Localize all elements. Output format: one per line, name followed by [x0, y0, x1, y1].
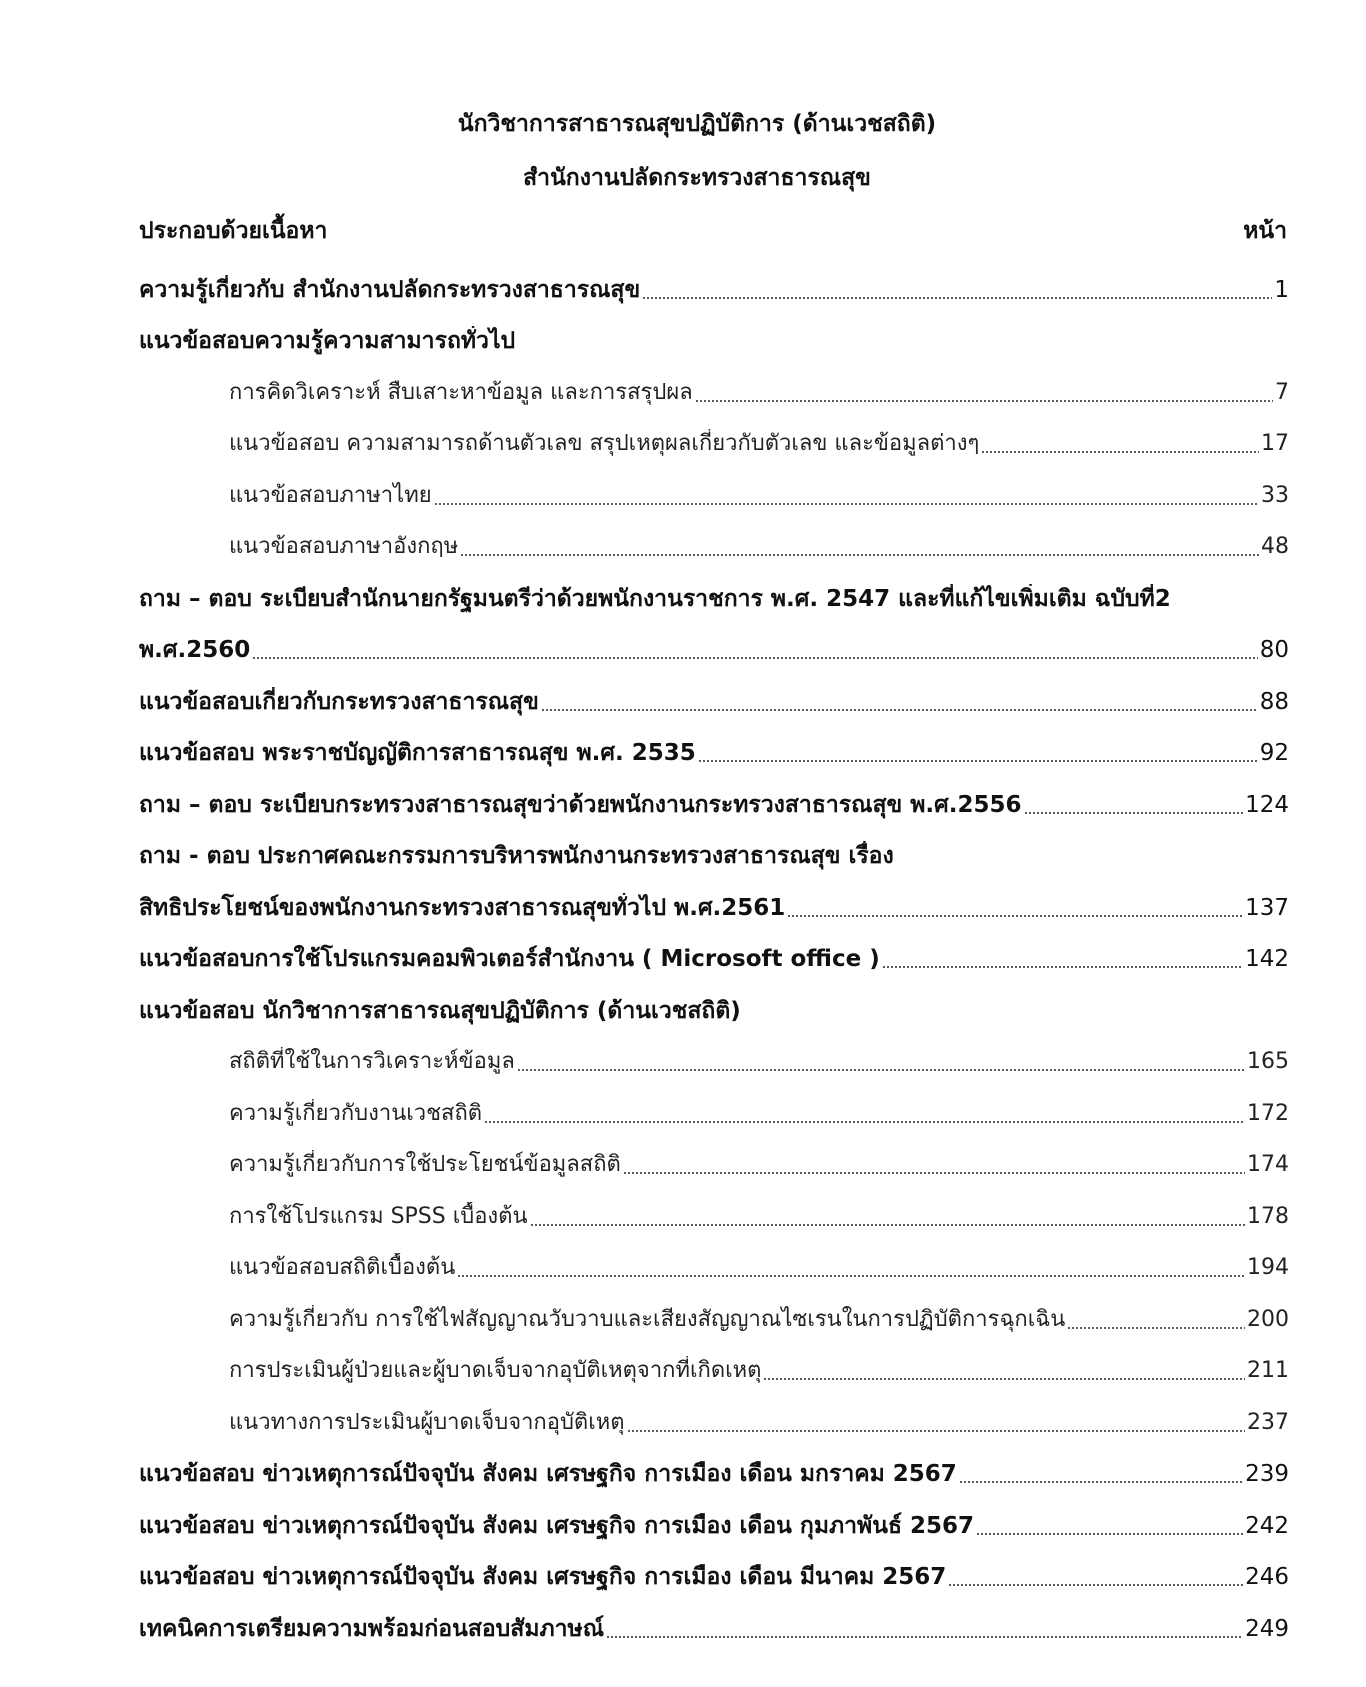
toc-entry	[139, 367, 1289, 419]
table-of-contents	[139, 264, 1289, 1655]
toc-entry-page-number: 172	[1247, 1100, 1289, 1126]
dot-leader	[627, 1430, 1245, 1432]
dot-leader	[434, 503, 1259, 505]
toc-entry-label: การประเมินผู้ป่วยและผู้บาดเจ็บจากอุบัติเหตุจากที่เกิดเหตุ	[229, 1358, 762, 1384]
toc-entry	[139, 1603, 1289, 1655]
dot-leader	[763, 1378, 1245, 1380]
toc-entry-page-number: 137	[1245, 894, 1289, 921]
toc-entry-page-number: 200	[1247, 1306, 1289, 1332]
toc-entry	[139, 1140, 1289, 1192]
toc-entry-page-number: 7	[1275, 379, 1289, 405]
dot-leader	[695, 400, 1273, 402]
toc-entry	[139, 1449, 1289, 1501]
dot-leader	[457, 1275, 1245, 1277]
dot-leader	[981, 451, 1259, 453]
dot-leader	[642, 297, 1272, 299]
toc-entry	[139, 625, 1289, 677]
toc-entry	[139, 985, 1289, 1037]
dot-leader	[517, 1069, 1245, 1071]
toc-entry-label: แนวทางการประเมินผู้บาดเจ็บจากอุบัติเหตุ	[229, 1409, 625, 1435]
toc-entry	[139, 1500, 1289, 1552]
toc-entry	[139, 1552, 1289, 1604]
toc-entry	[139, 1088, 1289, 1140]
toc-entry	[139, 1294, 1289, 1346]
toc-entry-page-number: 142	[1245, 946, 1289, 973]
toc-entry-label: แนวข้อสอบ ความสามารถด้านตัวเลข สรุปเหตุผลเกี่ยวกับตัวเลข และข้อมูลต่างๆ	[229, 431, 980, 457]
toc-entry	[139, 676, 1289, 728]
toc-entry	[139, 573, 1289, 625]
toc-entry-page-number: 239	[1245, 1461, 1289, 1488]
toc-entry	[139, 934, 1289, 986]
toc-entry-label: สถิติที่ใช้ในการวิเคราะห์ข้อมูล	[229, 1049, 515, 1075]
toc-entry-label: ความรู้เกี่ยวกับการใช้ประโยชน์ข้อมูลสถิติ	[229, 1152, 621, 1178]
toc-entry	[139, 522, 1289, 574]
dot-leader	[948, 1584, 1243, 1586]
toc-entry	[139, 470, 1289, 522]
dot-leader	[530, 1224, 1246, 1226]
dot-leader	[787, 915, 1243, 917]
toc-entry-page-number: 92	[1259, 740, 1289, 767]
dot-leader	[541, 709, 1258, 711]
dot-leader	[1067, 1327, 1245, 1329]
toc-entry	[139, 779, 1289, 831]
toc-entry-label: ถาม – ตอบ ระเบียบกระทรวงสาธารณสุขว่าด้วยพนักงานกระทรวงสาธารณสุข พ.ศ.2556	[139, 791, 1022, 818]
toc-entry	[139, 728, 1289, 780]
toc-entry-label: แนวข้อสอบ พระราชบัญญัติการสาธารณสุข พ.ศ. 2535	[139, 740, 696, 767]
toc-entry	[139, 1037, 1289, 1089]
dot-leader	[959, 1481, 1243, 1483]
toc-entry-page-number: 88	[1259, 688, 1289, 715]
toc-entry-label: ถาม - ตอบ ประกาศคณะกรรมการบริหารพนักงานกระทรวงสาธารณสุข เรื่อง	[139, 843, 894, 870]
dot-leader	[623, 1172, 1245, 1174]
toc-entry	[139, 1346, 1289, 1398]
toc-entry-page-number: 124	[1245, 791, 1289, 818]
toc-entry	[139, 316, 1289, 368]
toc-entry-page-number: 165	[1247, 1049, 1289, 1075]
toc-entry	[139, 882, 1289, 934]
toc-entry-label: แนวข้อสอบเกี่ยวกับกระทรวงสาธารณสุข	[139, 688, 539, 715]
toc-entry	[139, 1397, 1289, 1449]
toc-entry-page-number: 48	[1261, 534, 1289, 560]
toc-entry-label: พ.ศ.2560	[139, 637, 251, 664]
toc-entry-label: เทคนิคการเตรียมความพร้อมก่อนสอบสัมภาษณ์	[139, 1615, 605, 1642]
toc-entry-label: แนวข้อสอบภาษาอังกฤษ	[229, 534, 459, 560]
toc-entry	[139, 419, 1289, 471]
toc-entry-page-number: 237	[1247, 1409, 1289, 1435]
toc-entry-label: สิทธิประโยชน์ของพนักงานกระทรวงสาธารณสุขทั่วไป พ.ศ.2561	[139, 894, 786, 921]
toc-entry-label: ความรู้เกี่ยวกับงานเวชสถิติ	[229, 1100, 483, 1126]
toc-entry-label: แนวข้อสอบภาษาไทย	[229, 482, 432, 508]
toc-entry-label: แนวข้อสอบสถิติเบื้องต้น	[229, 1255, 456, 1281]
document-title: นักวิชาการสาธารณสุขปฏิบัติการ (ด้านเวชสถิติ)	[457, 111, 937, 137]
toc-entry-label: แนวข้อสอบความรู้ความสามารถทั่วไป	[139, 328, 516, 355]
toc-entry-label: การใช้โปรแกรม SPSS เบื้องต้น	[229, 1203, 528, 1229]
toc-entry-page-number: 17	[1261, 431, 1289, 457]
toc-header	[139, 214, 1287, 248]
toc-entry-page-number: 174	[1247, 1152, 1289, 1178]
toc-entry	[139, 1243, 1289, 1295]
dot-leader	[252, 657, 1257, 659]
toc-entry-page-number: 194	[1247, 1255, 1289, 1281]
toc-entry-page-number: 80	[1259, 637, 1289, 664]
toc-entry-page-number: 211	[1247, 1358, 1289, 1384]
toc-entry-page-number: 246	[1245, 1564, 1289, 1591]
dot-leader	[1024, 812, 1244, 814]
toc-entry-page-number: 178	[1247, 1203, 1289, 1229]
toc-entry-label: แนวข้อสอบ ข่าวเหตุการณ์ปัจจุบัน สังคม เศรษฐกิจ การเมือง เดือน มีนาคม 2567	[139, 1564, 947, 1591]
toc-entry-page-number: 1	[1274, 276, 1289, 303]
toc-entry-label: แนวข้อสอบ ข่าวเหตุการณ์ปัจจุบัน สังคม เศรษฐกิจ การเมือง เดือน มกราคม 2567	[139, 1461, 957, 1488]
document-subtitle: สำนักงานปลัดกระทรวงสาธารณสุข	[523, 165, 871, 191]
contents-heading: ประกอบด้วยเนื้อหา	[139, 218, 328, 244]
dot-leader	[606, 1636, 1243, 1638]
toc-entry-label: การคิดวิเคราะห์ สืบเสาะหาข้อมูล และการสรุปผล	[229, 379, 693, 405]
toc-entry-label: แนวข้อสอบ นักวิชาการสาธารณสุขปฏิบัติการ (ด้านเวชสถิติ)	[139, 997, 741, 1024]
toc-entry-label: แนวข้อสอบการใช้โปรแกรมคอมพิวเตอร์สำนักงาน ( Microsoft office )	[139, 946, 880, 973]
dot-leader	[484, 1121, 1245, 1123]
dot-leader	[976, 1533, 1243, 1535]
toc-entry-page-number: 242	[1245, 1512, 1289, 1539]
toc-entry	[139, 831, 1289, 883]
toc-entry-page-number: 249	[1245, 1615, 1289, 1642]
toc-entry-page-number: 33	[1261, 482, 1289, 508]
dot-leader	[460, 554, 1259, 556]
toc-entry	[139, 264, 1289, 316]
toc-entry-label: ความรู้เกี่ยวกับ การใช้ไฟสัญญาณวับวาบและเสียงสัญญาณไซเรนในการปฏิบัติการฉุกเฉิน	[229, 1306, 1066, 1332]
toc-entry-label: แนวข้อสอบ ข่าวเหตุการณ์ปัจจุบัน สังคม เศรษฐกิจ การเมือง เดือน กุมภาพันธ์ 2567	[139, 1512, 974, 1539]
toc-entry	[139, 1191, 1289, 1243]
page-column-heading: หน้า	[1243, 218, 1287, 244]
dot-leader	[882, 966, 1243, 968]
toc-entry-label: ถาม – ตอบ ระเบียบสำนักนายกรัฐมนตรีว่าด้วยพนักงานราชการ พ.ศ. 2547 และที่แก้ไขเพิ่มเติม ฉบับที่2	[139, 585, 1171, 612]
toc-entry-label: ความรู้เกี่ยวกับ สำนักงานปลัดกระทรวงสาธารณสุข	[139, 276, 641, 303]
dot-leader	[698, 760, 1258, 762]
